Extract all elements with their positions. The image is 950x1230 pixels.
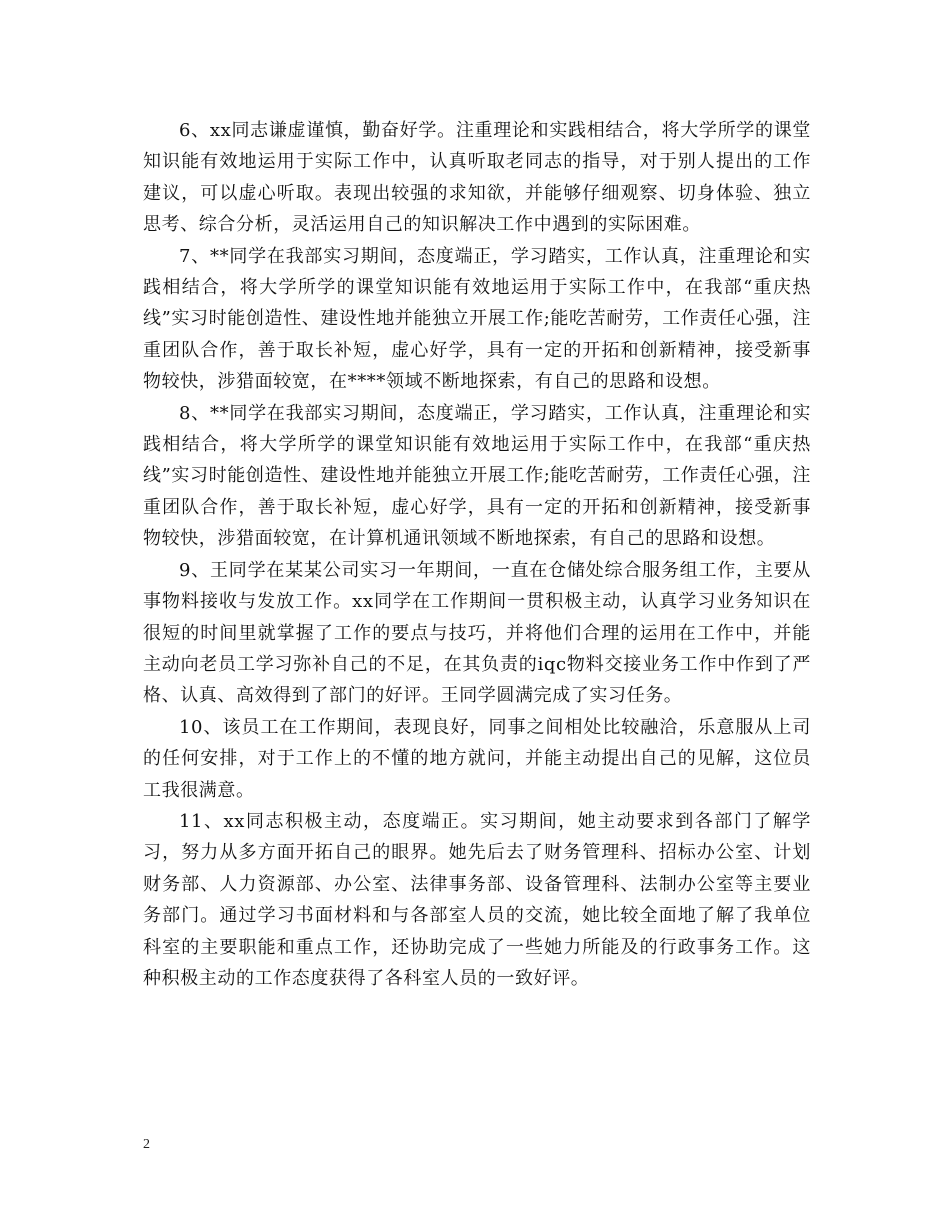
paragraph-7: 7、**同学在我部实习期间，态度端正，学习踏实，工作认真，注重理论和实践相结合，将大学所学的课堂知识能有效地运用于实际工作中，在我部“重庆热线”实习时能创造性、建设性地并能独立开展工作;能吃苦耐劳，工作责任心强，注重团队合作，善于取长补短，虚心好学，具有一定的开拓和创新精神，接受新事物较快，涉猎面较宽，在****领域不断地探索，有自己的思路和设想。 — [143, 245, 811, 393]
page-number: 2 — [143, 1137, 150, 1152]
paragraph-10: 10、该员工在工作期间，表现良好，同事之间相处比较融洽，乐意服从上司的任何安排，对于工作上的不懂的地方就问，并能主动提出自己的见解，这位员工我很满意。 — [143, 716, 811, 801]
document-body — [143, 115, 811, 994]
paragraph-11: 11、xx同志积极主动，态度端正。实习期间，她主动要求到各部门了解学习，努力从多方面开拓自己的眼界。她先后去了财务管理科、招标办公室、计划财务部、人力资源部、办公室、法律事务部、设备管理科、法制办公室等主要业务部门。通过学习书面材料和与各部室人员的交流，她比较全面地了解了我单位科室的主要职能和重点工作，还协助完成了一些她力所能及的行政事务工作。这种积极主动的工作态度获得了各科室人员的一致好评。 — [143, 810, 811, 989]
paragraph-6: 6、xx同志谦虚谨慎，勤奋好学。注重理论和实践相结合，将大学所学的课堂知识能有效地运用于实际工作中，认真听取老同志的指导，对于别人提出的工作建议，可以虚心听取。表现出较强的求知欲，并能够仔细观察、切身体验、独立思考、综合分析，灵活运用自己的知识解决工作中遇到的实际困难。 — [143, 120, 811, 236]
paragraph-9: 9、王同学在某某公司实习一年期间，一直在仓储处综合服务组工作，主要从事物料接收与发放工作。xx同学在工作期间一贯积极主动，认真学习业务知识在很短的时间里就掌握了工作的要点与技巧，并将他们合理的运用在工作中，并能主动向老员工学习弥补自己的不足，在其负责的iqc物料交接业务工作中作到了严格、认真、高效得到了部门的好评。王同学圆满完成了实习任务。 — [143, 559, 811, 707]
paragraph-8: 8、**同学在我部实习期间，态度端正，学习踏实，工作认真，注重理论和实践相结合，将大学所学的课堂知识能有效地运用于实际工作中，在我部“重庆热线”实习时能创造性、建设性地并能独立开展工作;能吃苦耐劳，工作责任心强，注重团队合作，善于取长补短，虚心好学，具有一定的开拓和创新精神，接受新事物较快，涉猎面较宽，在计算机通讯领域不断地探索，有自己的思路和设想。 — [143, 402, 811, 550]
